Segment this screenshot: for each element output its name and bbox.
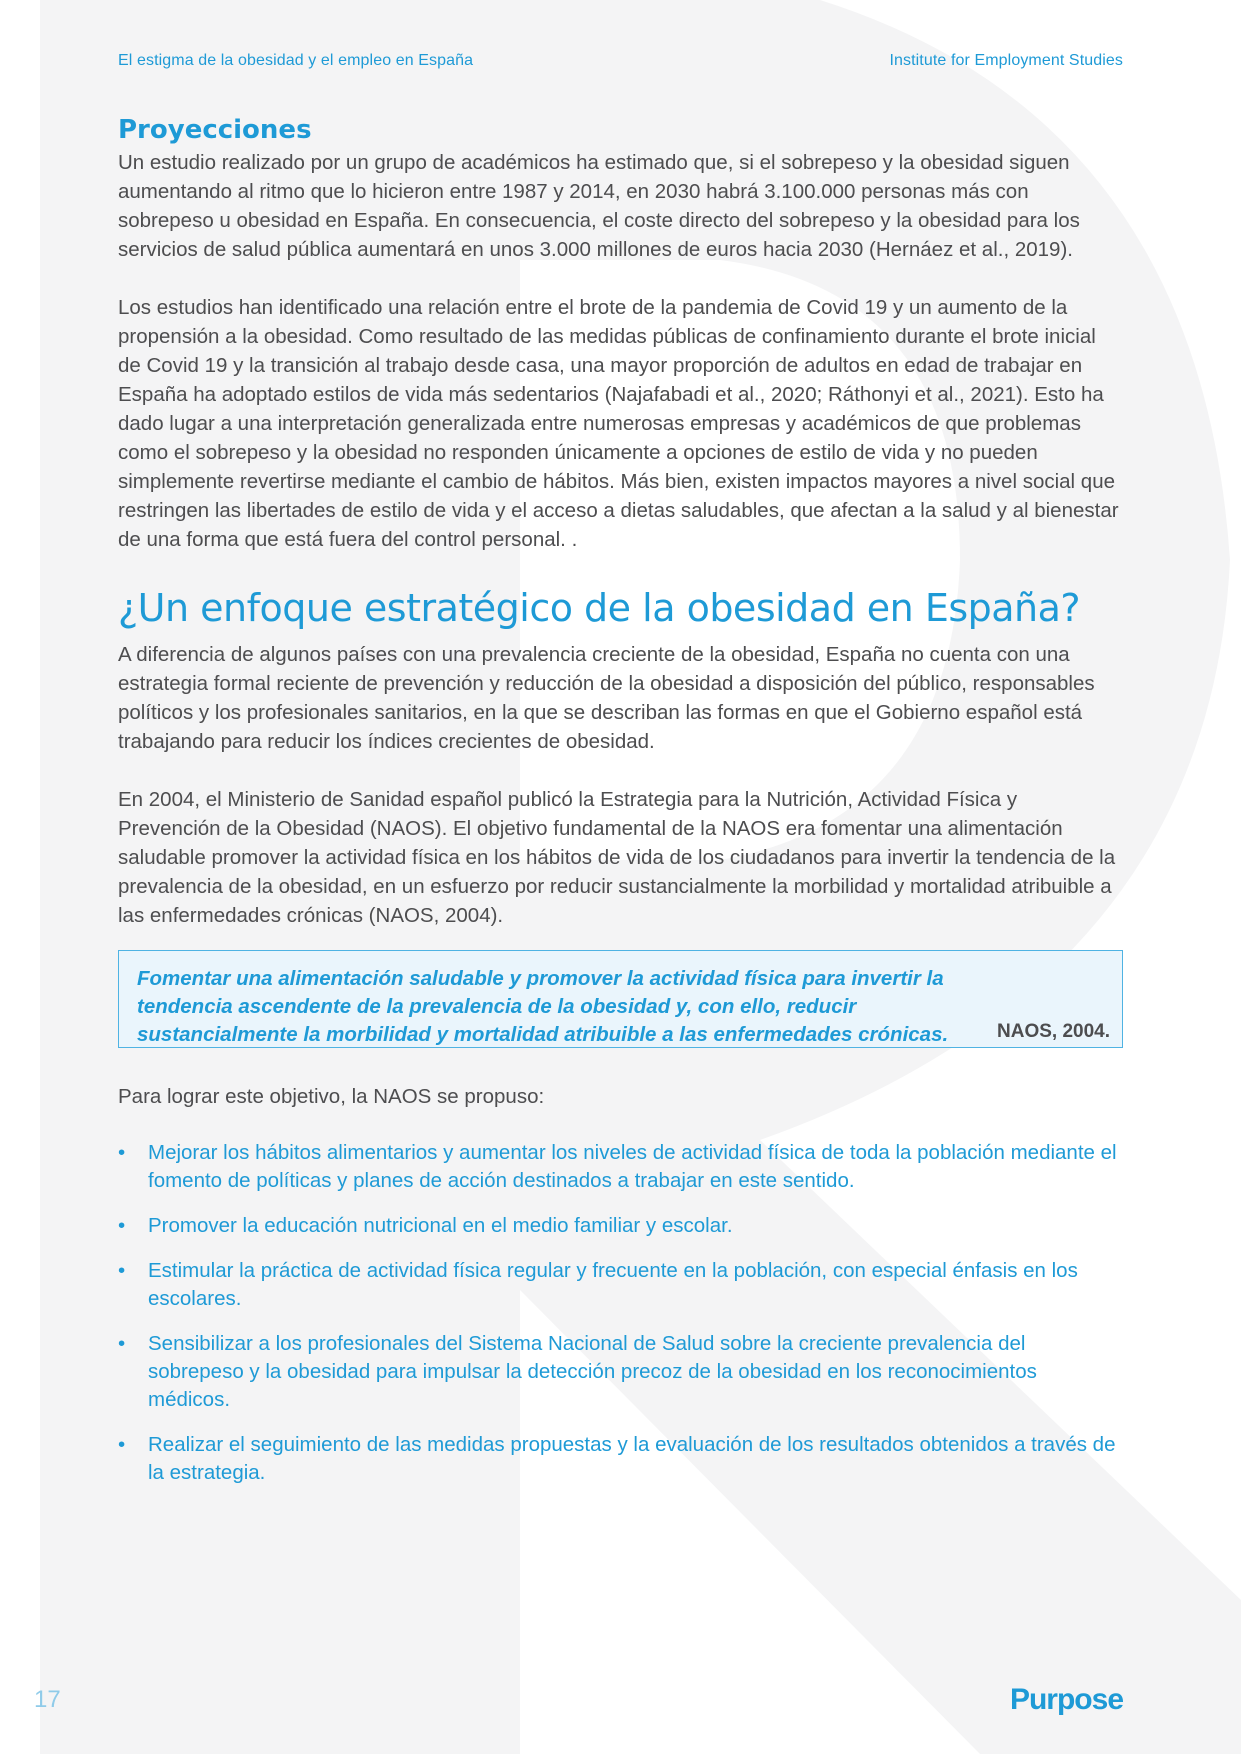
- paragraph: En 2004, el Ministerio de Sanidad español publicó la Estrategia para la Nutrición, Actividad Física y Prevención de la Obesidad (NAOS). El objetivo fundamental de la NAOS era fomentar una alimentación saludable promover la actividad física en los hábitos de vida de los ciudadanos para invertir la tendencia de la prevalencia de la obesidad, en un esfuerzo por reducir sustancialmente la morbilidad y mortalidad atribuible a las enfermedades crónicas (NAOS, 2004).: [118, 788, 1116, 927]
- paragraph: A diferencia de algunos países con una prevalencia creciente de la obesidad, España no cuenta con una estrategia formal reciente de prevención y reducción de la obesidad a disposición del público, responsables políticos y los profesionales sanitarios, en la que se describan las formas en que el Gobierno español está trabajando para reducir los índices crecientes de obesidad.: [118, 643, 1095, 753]
- section-heading-strategy: ¿Un enfoque estratégico de la obesidad en España?: [118, 586, 1081, 630]
- header-document-title: El estigma de la obesidad y el empleo en España: [118, 52, 474, 69]
- section-heading-proyecciones: Proyecciones: [118, 115, 312, 145]
- list-item: [118, 1212, 1123, 1240]
- list-item-text: Mejorar los hábitos alimentarios y aumentar los niveles de actividad física de toda la población mediante el fomento de políticas y planes de acción destinados a trabajar en este sentido.: [148, 1141, 1117, 1192]
- purpose-logo: Purpose: [1009, 1683, 1123, 1716]
- quote-source: NAOS, 2004.: [997, 1021, 1110, 1042]
- list-item: [118, 1139, 1123, 1195]
- list-item-text: Sensibilizar a los profesionales del Sistema Nacional de Salud sobre la creciente prevalencia del sobrepeso y la obesidad para impulsar la detección precoz de la obesidad en los reconocimientos médicos.: [148, 1332, 1037, 1411]
- goals-list: [118, 1139, 1123, 1487]
- list-item: [118, 1330, 1123, 1414]
- paragraph: Un estudio realizado por un grupo de académicos ha estimado que, si el sobrepeso y la obesidad siguen aumentando al ritmo que lo hicieron entre 1987 y 2014, en 2030 habrá 3.100.000 personas más con sobrepeso u obesidad en España. En consecuencia, el coste directo del sobrepeso y la obesidad para los servicios de salud pública aumentará en unos 3.000 millones de euros hacia 2030 (Hernáez et al., 2019).: [118, 151, 1080, 261]
- header-organization: Institute for Employment Studies: [889, 52, 1123, 69]
- list-item-text: Promover la educación nutricional en el medio familiar y escolar.: [148, 1214, 733, 1237]
- paragraph: Los estudios han identificado una relación entre el brote de la pandemia de Covid 19 y un aumento de la propensión a la obesidad. Como resultado de las medidas públicas de confinamiento durante el brote inicial de Covid 19 y la transición al trabajo desde casa, una mayor proporción de adultos en edad de trabajar en España ha adoptado estilos de vida más sedentarios (Najafabadi et al., 2020; Ráthonyi et al., 2021). Esto ha dado lugar a una interpretación generalizada entre numerosas empresas y académicos de que problemas como el sobrepeso y la obesidad no responden únicamente a opciones de estilo de vida y no pueden simplemente revertirse mediante el cambio de hábitos. Más bien, existen impactos mayores a nivel social que restringen las libertades de estilo de vida y el acceso a dietas saludables, que afectan a la salud y al bienestar de una forma que está fuera del control personal. .: [118, 296, 1119, 551]
- goals-intro: Para lograr este objetivo, la NAOS se propuso:: [118, 1085, 545, 1108]
- bullet-icon: •: [118, 1433, 126, 1456]
- page-content: [118, 112, 1123, 1504]
- bullet-icon: •: [118, 1141, 126, 1164]
- bullet-icon: •: [118, 1332, 126, 1355]
- quote-box: [118, 950, 1123, 1048]
- list-item-text: Estimular la práctica de actividad física regular y frecuente en la población, con especial énfasis en los escolares.: [148, 1259, 1078, 1310]
- quote-text: Fomentar una alimentación saludable y promover la actividad física para invertir la tendencia ascendente de la prevalencia de la obesidad y, con ello, reducir sustancialmente la morbilidad y mortalidad atribuible a las enfermedades crónicas.: [137, 967, 949, 1046]
- list-item-text: Realizar el seguimiento de las medidas propuestas y la evaluación de los resultados obtenidos a través de la estrategia.: [148, 1433, 1116, 1484]
- page-number: 17: [34, 1686, 61, 1713]
- bullet-icon: •: [118, 1259, 126, 1282]
- list-item: [118, 1431, 1123, 1487]
- list-item: [118, 1257, 1123, 1313]
- bullet-icon: •: [118, 1214, 126, 1237]
